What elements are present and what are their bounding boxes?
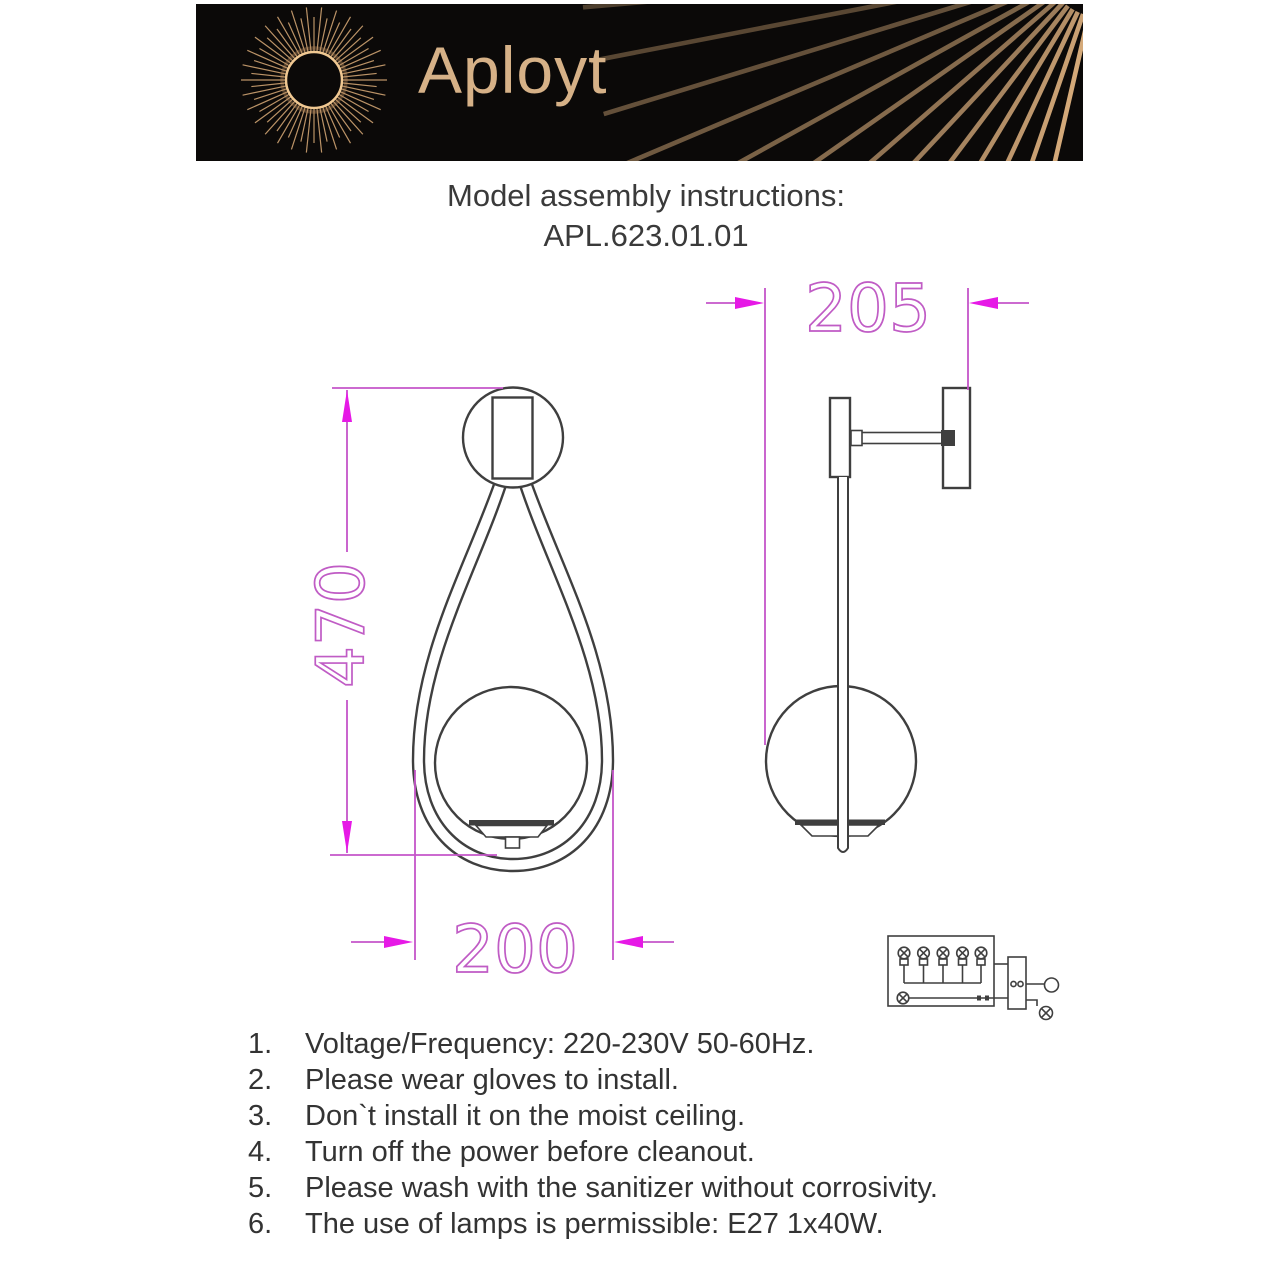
list-item bbox=[248, 1134, 938, 1170]
instructions-list bbox=[248, 1026, 938, 1242]
dimension-470 bbox=[303, 388, 504, 855]
item-text: Don`t install it on the moist ceiling. bbox=[305, 1100, 746, 1132]
side-view bbox=[766, 388, 970, 852]
item-text: Please wear gloves to install. bbox=[305, 1064, 679, 1096]
item-number: 5. bbox=[248, 1172, 273, 1204]
item-text: The use of lamps is permissible: E27 1x40W. bbox=[305, 1208, 884, 1240]
height-dimension-label: 470 bbox=[302, 562, 380, 688]
list-item bbox=[248, 1026, 938, 1062]
item-number: 2. bbox=[248, 1064, 273, 1096]
title-block bbox=[0, 176, 1280, 256]
page-title: Model assembly instructions: bbox=[447, 178, 845, 213]
item-number: 6. bbox=[248, 1208, 273, 1240]
item-text: Voltage/Frequency: 220-230V 50-60Hz. bbox=[305, 1028, 815, 1060]
brand-banner bbox=[196, 4, 1083, 161]
dimension-205 bbox=[706, 270, 1029, 745]
item-text: Turn off the power before cleanout. bbox=[305, 1136, 755, 1168]
item-text: Please wash with the sanitizer without corrosivity. bbox=[305, 1172, 938, 1204]
list-item bbox=[248, 1170, 938, 1206]
lamp-symbols bbox=[898, 947, 987, 959]
brand-name: Aployt bbox=[418, 33, 608, 107]
front-view bbox=[413, 388, 613, 872]
list-item bbox=[248, 1098, 938, 1134]
list-item bbox=[248, 1206, 938, 1242]
wiring-diagram bbox=[888, 936, 1059, 1020]
depth-dimension-label: 205 bbox=[805, 270, 931, 347]
item-number: 3. bbox=[248, 1100, 273, 1132]
item-number: 1. bbox=[248, 1028, 273, 1060]
dimension-200 bbox=[351, 770, 674, 988]
list-item bbox=[248, 1062, 938, 1098]
sunburst-logo-icon bbox=[196, 4, 1083, 161]
item-number: 4. bbox=[248, 1136, 273, 1168]
model-code: APL.623.01.01 bbox=[543, 218, 749, 253]
width-dimension-label: 200 bbox=[452, 911, 578, 988]
